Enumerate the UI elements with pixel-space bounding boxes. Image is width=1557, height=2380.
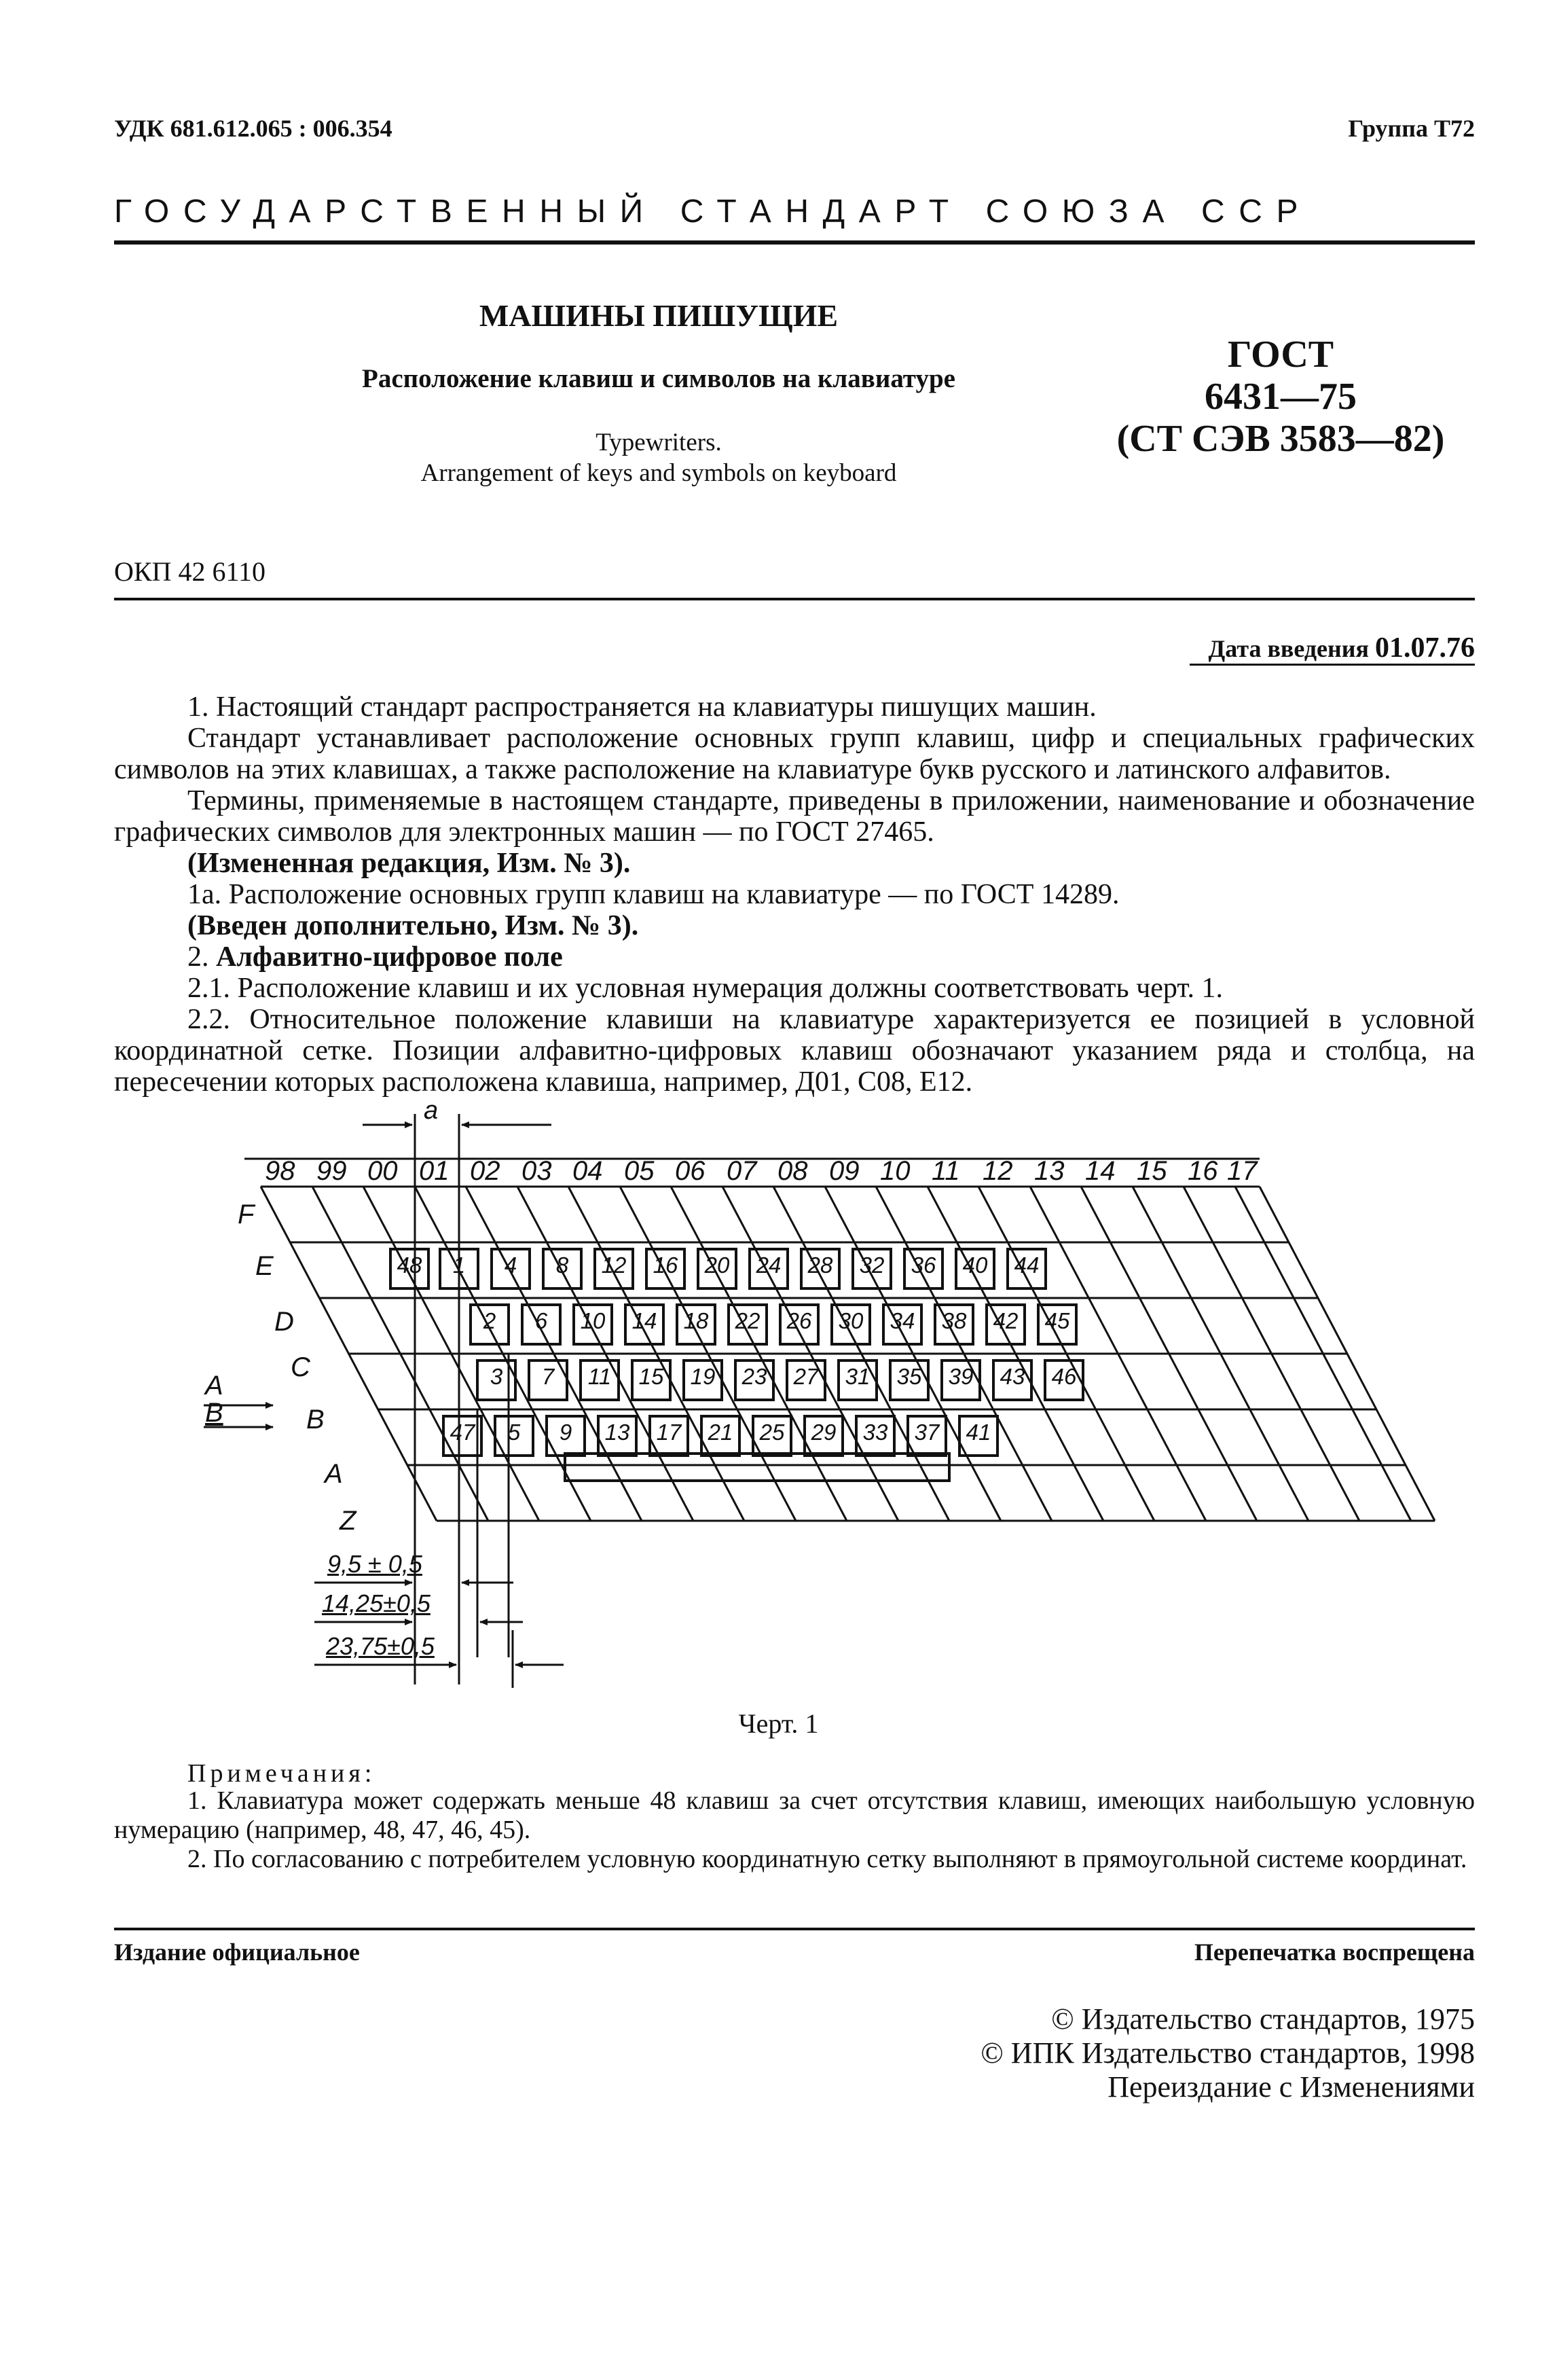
okp-code: ОКП 42 6110 — [114, 556, 265, 587]
key-number: 6 — [534, 1308, 548, 1333]
key-number: 22 — [735, 1308, 761, 1333]
document-subtitle: Расположение клавиш и символов на клавиатуре — [362, 364, 955, 393]
key-number: 13 — [604, 1420, 630, 1445]
copyright-1998: © ИПК Издательство стандартов, 1998 — [981, 2036, 1475, 2070]
key-number: 33 — [862, 1420, 888, 1445]
arrow-label-b: B — [205, 1398, 223, 1428]
notes-heading: Примечания: — [187, 1759, 376, 1788]
key-number: 40 — [962, 1252, 988, 1278]
key-number: 42 — [993, 1308, 1019, 1333]
key-number: 18 — [683, 1308, 709, 1333]
key-number: 35 — [896, 1364, 922, 1389]
row-label-c: C — [291, 1352, 310, 1382]
copyright-1975: © Издательство стандартов, 1975 — [1051, 2002, 1475, 2036]
key-number: 16 — [653, 1252, 678, 1278]
column-label: 11 — [932, 1156, 960, 1186]
key-number: 23 — [741, 1364, 767, 1389]
gost-label: ГОСТ — [1227, 333, 1334, 376]
pitch-label-a: a — [424, 1096, 439, 1125]
arrow-label-a: A — [205, 1371, 223, 1401]
row-label-f: F — [238, 1200, 255, 1229]
group-code: Группа Т72 — [1348, 115, 1475, 142]
key-number: 47 — [450, 1420, 475, 1445]
dimension-label-1: 9,5 ± 0,5 — [327, 1550, 422, 1578]
row-label-a: A — [325, 1459, 343, 1489]
row-lines — [261, 1187, 1435, 1521]
key-number: 3 — [490, 1364, 503, 1389]
key-number: 27 — [793, 1364, 819, 1389]
figure-caption: Черт. 1 — [738, 1708, 819, 1739]
key-number: 2 — [483, 1308, 496, 1333]
key-number: 30 — [838, 1308, 864, 1333]
key-number: 28 — [807, 1252, 833, 1278]
key-number: 5 — [507, 1420, 521, 1445]
key-number: 21 — [708, 1420, 733, 1445]
section-2-number: 2. — [187, 941, 209, 973]
english-title-line2: Arrangement of keys and symbols on keyboard — [420, 459, 897, 487]
key-number: 24 — [756, 1252, 782, 1278]
row-label-d: D — [274, 1307, 294, 1337]
column-label: 05 — [624, 1156, 655, 1186]
amendment-note-2: (Введен дополнительно, Изм. № 3). — [187, 910, 639, 941]
key-number: 17 — [656, 1420, 682, 1445]
paragraph-2-2: 2.2. Относительное положение клавиши на клавиатуре характеризуется ее позицией в условной координатной сетке. Позиции алфавитно-цифровых клавиш обозначают указанием ряда и столбца, на пересечении которых расположена клавиша, например, Д01, С08, Е12. — [114, 1004, 1475, 1098]
column-label: 04 — [572, 1156, 603, 1186]
state-standard-banner: ГОСУДАРСТВЕННЫЙ СТАНДАРТ СОЮЗА ССР — [114, 194, 1313, 230]
row-label-b: B — [306, 1405, 325, 1435]
key-number: 9 — [559, 1420, 572, 1445]
introduction-date-value: 01.07.76 — [1375, 632, 1475, 664]
gost-cmea-number: (СТ СЭВ 3583—82) — [1116, 418, 1445, 460]
paragraph-2-1: 2.1. Расположение клавиш и их условная нумерация должны соответствовать черт. 1. — [187, 973, 1224, 1004]
reissue-note: Переиздание с Изменениями — [1107, 2070, 1475, 2104]
row-label-z: Z — [340, 1506, 356, 1536]
amendment-note-1: (Измененная редакция, Изм. № 3). — [187, 848, 631, 879]
paragraph-terms: Термины, применяемые в настоящем стандарте, приведены в приложении, наименование и обозначение графических символов для электронных машин — по ГОСТ 27465. — [114, 785, 1475, 848]
key-number: 11 — [587, 1364, 612, 1389]
official-edition: Издание официальное — [114, 1939, 360, 1966]
column-label: 12 — [983, 1156, 1013, 1186]
udk-code: УДК 681.612.065 : 006.354 — [114, 115, 392, 142]
key-number: 8 — [555, 1252, 569, 1278]
gost-number: 6431—75 — [1205, 376, 1357, 418]
column-label: 13 — [1034, 1156, 1065, 1186]
column-label: 09 — [829, 1156, 860, 1186]
column-label: 10 — [880, 1156, 911, 1186]
key-number: 29 — [811, 1420, 837, 1445]
key-number: 10 — [580, 1308, 606, 1333]
paragraph-1a: 1а. Расположение основных групп клавиш на клавиатуре — по ГОСТ 14289. — [187, 879, 1120, 910]
column-label: 00 — [367, 1156, 398, 1186]
paragraph-1: 1. Настоящий стандарт распространяется на клавиатуры пишущих машин. — [187, 691, 1097, 723]
key-number: 39 — [948, 1364, 974, 1389]
key-number: 46 — [1051, 1364, 1077, 1389]
pitch-dimension-a — [363, 1114, 551, 1148]
note-1: 1. Клавиатура может содержать меньше 48 клавиш за счет отсутствия клавиш, имеющих наибольшую условную нумерацию (например, 48, 47, 46, 45). — [114, 1786, 1475, 1844]
column-label: 16 — [1188, 1156, 1218, 1186]
reprint-prohibited: Перепечатка воспрещена — [1194, 1939, 1475, 1966]
column-label: 06 — [675, 1156, 706, 1186]
key-number: 26 — [786, 1308, 812, 1333]
key-number: 34 — [890, 1308, 915, 1333]
column-label: 01 — [419, 1156, 450, 1186]
document-title: МАШИНЫ ПИШУЩИЕ — [479, 298, 839, 333]
introduction-date-label: Дата введения — [1208, 635, 1369, 662]
note-2: 2. По согласованию с потребителем условную координатную сетку выполняют в прямоугольной системе координат. — [187, 1845, 1467, 1873]
column-label: 15 — [1137, 1156, 1167, 1186]
key-number: 19 — [690, 1364, 716, 1389]
key-number: 1 — [452, 1252, 466, 1278]
paragraph-scope: Стандарт устанавливает расположение основных групп клавиш, цифр и специальных графических символов на этих клавишах, а также расположение на клавиатуре букв русского и латинского алфавитов. — [114, 723, 1475, 785]
column-label: 98 — [265, 1156, 295, 1186]
keys-row-d — [471, 1305, 1076, 1344]
column-label: 03 — [521, 1156, 552, 1186]
key-number: 36 — [911, 1252, 936, 1278]
key-number: 32 — [859, 1252, 885, 1278]
column-label: 08 — [777, 1156, 808, 1186]
key-number: 31 — [845, 1364, 871, 1389]
section-2-title: Алфавитно-цифровое поле — [216, 941, 563, 973]
key-number: 44 — [1014, 1252, 1040, 1278]
footer-rule — [114, 1928, 1475, 1930]
key-number: 37 — [914, 1420, 940, 1445]
space-bar — [565, 1454, 949, 1481]
key-number: 15 — [638, 1364, 664, 1389]
column-label: 17 — [1227, 1156, 1258, 1186]
key-number: 7 — [541, 1364, 555, 1389]
key-number: 43 — [1000, 1364, 1025, 1389]
key-number: 25 — [759, 1420, 785, 1445]
key-number: 45 — [1044, 1308, 1070, 1333]
dimension-label-3: 23,75±0,5 — [326, 1632, 435, 1660]
key-number: 20 — [704, 1252, 730, 1278]
english-title-line1: Typewriters. — [596, 429, 722, 456]
column-label: 14 — [1085, 1156, 1116, 1186]
dimension-label-2: 14,25±0,5 — [322, 1589, 431, 1617]
column-label: 99 — [316, 1156, 347, 1186]
row-label-e: E — [255, 1251, 274, 1281]
column-label: 07 — [727, 1156, 757, 1186]
key-number: 14 — [631, 1308, 657, 1333]
key-number: 4 — [504, 1252, 517, 1278]
key-number: 41 — [966, 1420, 991, 1445]
key-number: 38 — [941, 1308, 967, 1333]
key-number: 48 — [397, 1252, 422, 1278]
column-label: 02 — [470, 1156, 500, 1186]
key-number: 12 — [601, 1252, 627, 1278]
